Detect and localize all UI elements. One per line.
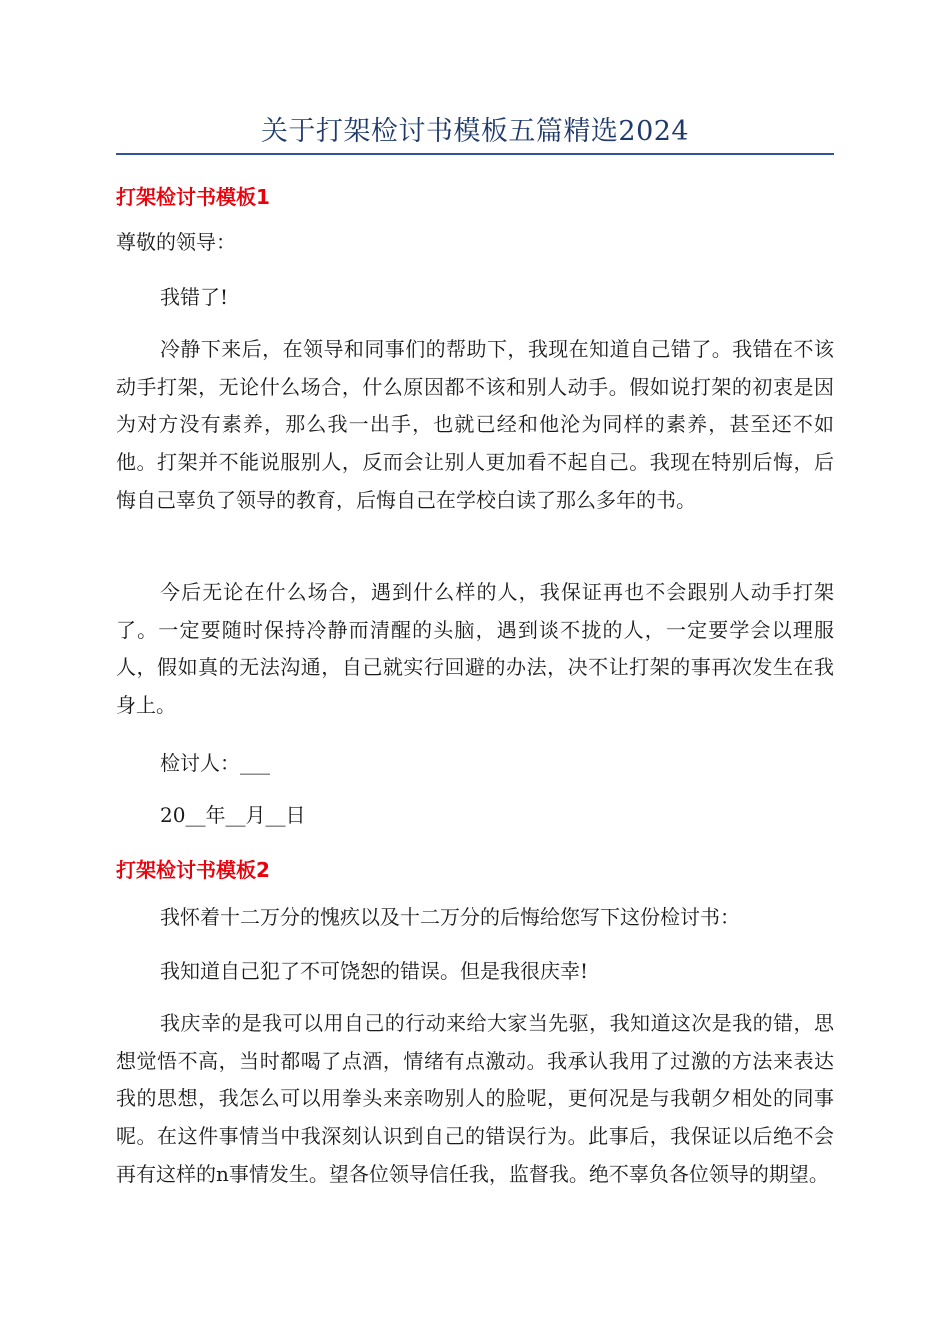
- section-2-opening: 我怀着十二万分的愧疚以及十二万分的后悔给您写下这份检讨书：: [160, 905, 740, 929]
- section-1-opening: 我错了!: [160, 285, 229, 309]
- document-title: 关于打架检讨书模板五篇精选2024: [260, 116, 690, 147]
- section-1-paragraph-1: 冷静下来后，在领导和同事们的帮助下，我现在知道自己错了。我错在不该动手打架，无论什么场合，什么原因都不该和别人动手。假如说打架的初衷是因为对方没有素养，那么我一出手，也就已经和他沦为同样的素养，甚至还不如他。打架并不能说服别人，反而会让别人更加看不起自己。我现在特别后悔，后悔自己辜负了领导的教育，后悔自己在学校白读了那么多年的书。: [116, 337, 834, 512]
- section-1-paragraph-2: 今后无论在什么场合，遇到什么样的人，我保证再也不会跟别人动手打架了。一定要随时保持冷静而清醒的头脑，遇到谈不拢的人，一定要学会以理服人，假如真的无法沟通，自己就实行回避的办法，决不让打架的事再次发生在我身上。: [116, 580, 834, 718]
- salutation: 尊敬的领导：: [116, 230, 236, 254]
- section-2-second-line: 我知道自己犯了不可饶恕的错误。但是我很庆幸!: [160, 959, 589, 983]
- section-2-paragraph-1: 我庆幸的是我可以用自己的行动来给大家当先驱，我知道这次是我的错，思想觉悟不高，当时都喝了点酒，情绪有点激动。我承认我用了过激的方法来表达我的思想，我怎么可以用拳头来亲吻别人的脸呢，更何况是与我朝夕相处的同事呢。在这件事情当中我深刻认识到自己的错误行为。此事后，我保证以后绝不会再有这样的n事情发生。望各位领导信任我，监督我。绝不辜负各位领导的期望。: [116, 1011, 834, 1186]
- date-line: 20__年__月__日: [160, 803, 306, 827]
- title-underline: [116, 153, 834, 155]
- signature-line: 检讨人：___: [160, 751, 270, 775]
- section-1-heading: 打架检讨书模板1: [116, 185, 270, 209]
- section-2-heading: 打架检讨书模板2: [116, 858, 270, 882]
